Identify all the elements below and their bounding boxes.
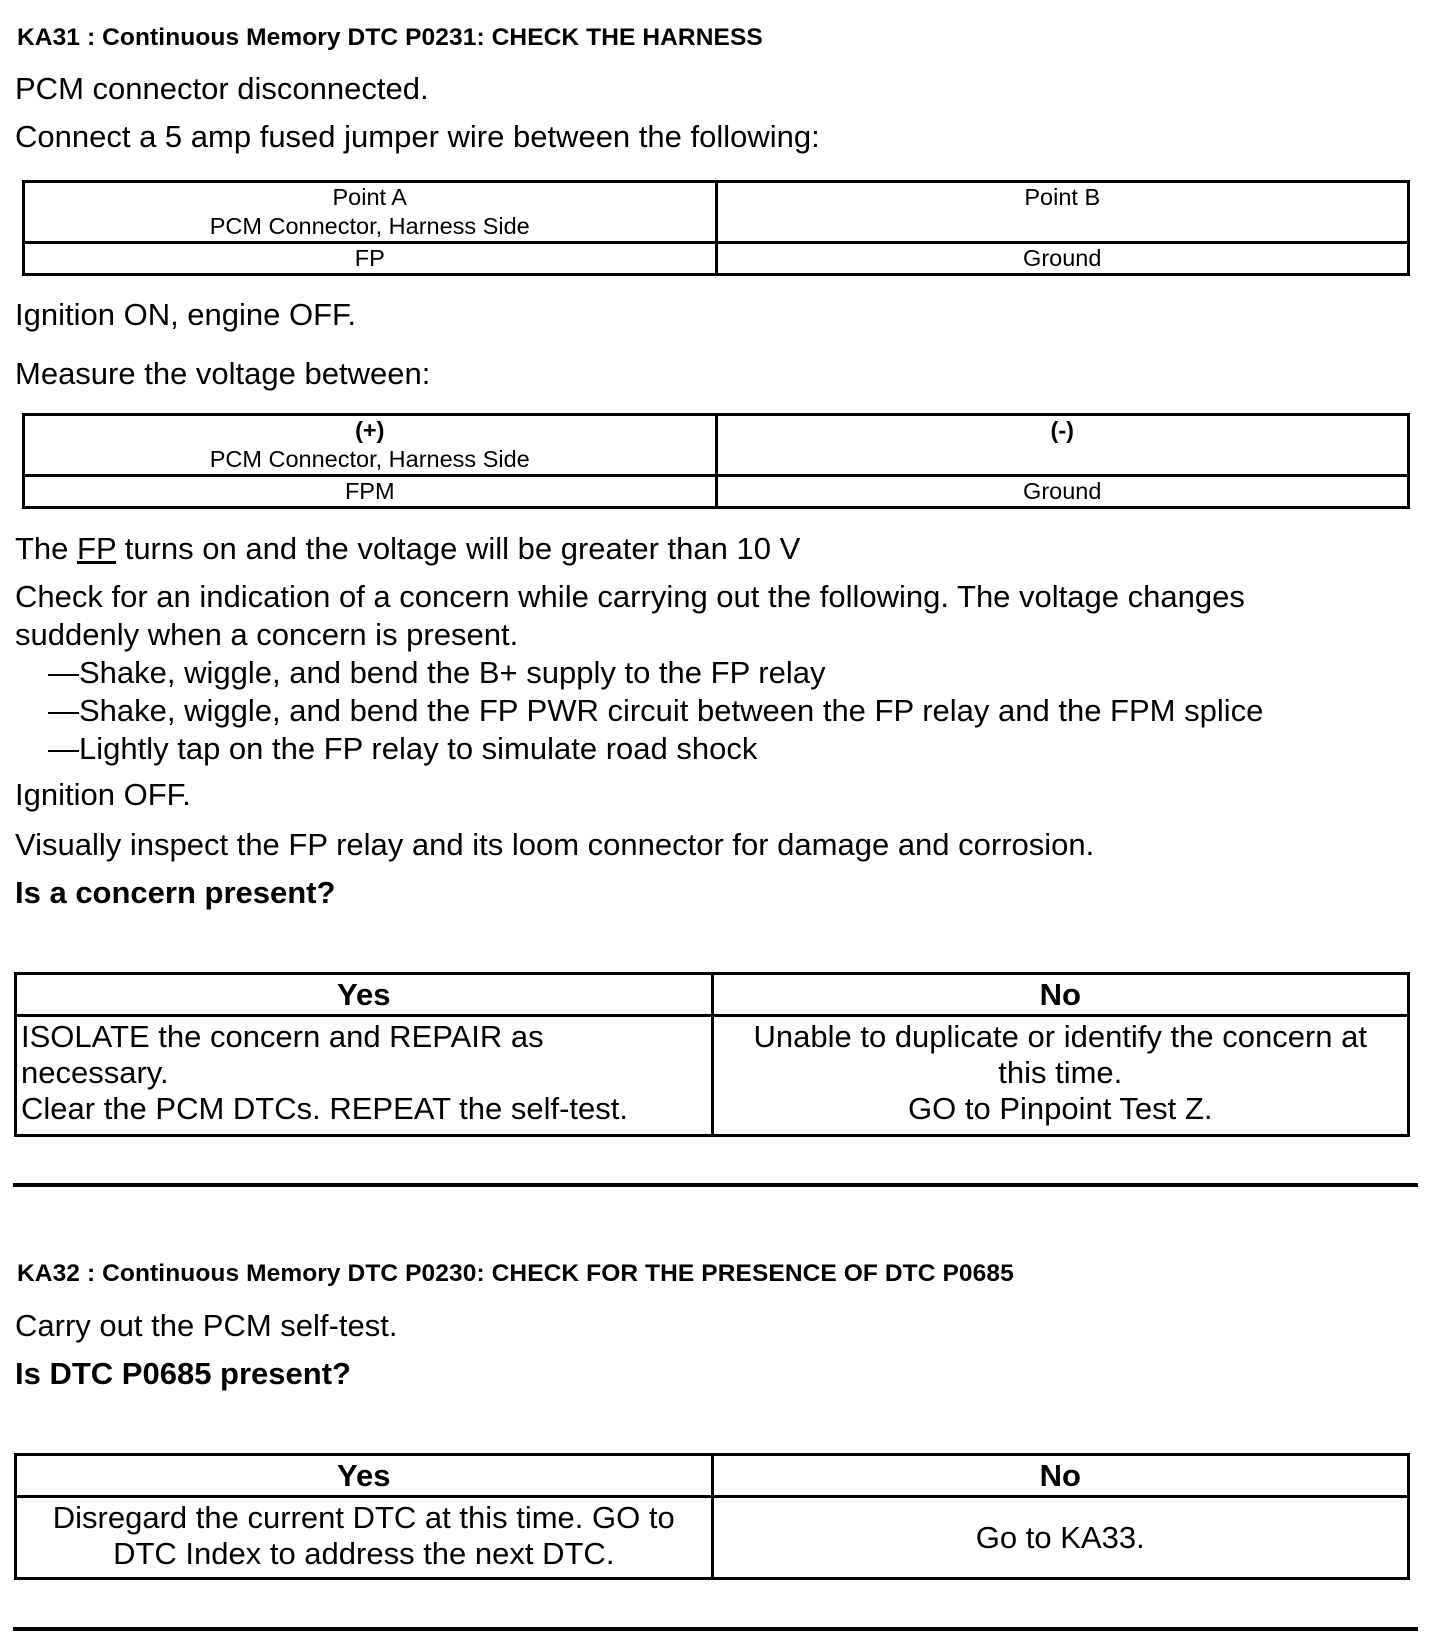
section-divider-2 — [13, 1627, 1418, 1631]
ka32-step-self-test: Carry out the PCM self-test. — [15, 1308, 398, 1343]
jumper-pinout-table — [22, 180, 1410, 276]
ka31-step-jumper: Connect a 5 amp fused jumper wire between the following: — [15, 119, 820, 154]
ka31-bullet-2: —Shake, wiggle, and bend the FP PWR circuit between the FP relay and the FPM splice — [48, 693, 1264, 728]
ka31-no-line-3: GO to Pinpoint Test Z. — [908, 1091, 1213, 1126]
ka32-yes-line-1: Disregard the current DTC at this time. GO to — [52, 1500, 675, 1535]
ka31-expected-result — [15, 530, 800, 567]
ka31-answer-table — [14, 972, 1410, 1137]
ka31-step-inspect: Visually inspect the FP relay and its loom connector for damage and corrosion. — [15, 827, 1095, 862]
voltage-pinout-table — [22, 413, 1410, 509]
voltage-col-a-header — [24, 415, 717, 476]
ka31-question: Is a concern present? — [15, 875, 336, 910]
ka31-yes-line-3: Clear the PCM DTCs. REPEAT the self-test. — [21, 1091, 628, 1126]
ka31-bullet-3: —Lightly tap on the FP relay to simulate road shock — [48, 731, 758, 766]
voltage-col-b-header — [716, 415, 1409, 476]
jumper-cell-a: FP — [24, 243, 717, 275]
ka31-yes-action — [16, 1016, 713, 1136]
ka32-no-action — [712, 1497, 1409, 1579]
ka31-check-line-1: Check for an indication of a concern while carrying out the following. The voltage changes — [15, 579, 1245, 614]
result-post: turns on and the voltage will be greater than 10 V — [116, 531, 801, 566]
voltage-cell-b: Ground — [716, 476, 1409, 508]
ka31-yes-header: Yes — [16, 974, 713, 1016]
jumper-cell-b: Ground — [716, 243, 1409, 275]
ka31-yes-line-1: ISOLATE the concern and REPAIR as — [21, 1019, 544, 1054]
jumper-col-b-title: Point B — [1024, 184, 1101, 210]
ka31-bullet-1: —Shake, wiggle, and bend the B+ supply to the FP relay — [48, 655, 826, 690]
ka32-yes-action — [16, 1497, 713, 1579]
jumper-col-a-title: Point A — [332, 184, 407, 210]
result-pre: The — [15, 531, 78, 566]
ka31-no-line-1: Unable to duplicate or identify the concern at — [753, 1019, 1367, 1054]
voltage-col-b-title: (-) — [1050, 417, 1074, 443]
ka32-answer-table — [14, 1453, 1410, 1580]
voltage-col-a-title: (+) — [355, 417, 385, 443]
ka31-no-action — [712, 1016, 1409, 1136]
ka32-question: Is DTC P0685 present? — [15, 1356, 351, 1391]
ka31-no-header: No — [712, 974, 1409, 1016]
ka31-step-ignition-on: Ignition ON, engine OFF. — [15, 297, 357, 332]
jumper-col-a-header — [24, 182, 717, 243]
ka31-step-measure: Measure the voltage between: — [15, 356, 431, 391]
jumper-col-b-header — [716, 182, 1409, 243]
ka32-no-line-1: Go to KA33. — [975, 1519, 1145, 1555]
ka31-check-line-2: suddenly when a concern is present. — [15, 617, 519, 652]
ka32-heading: KA32 : Continuous Memory DTC P0230: CHECK FOR THE PRESENCE OF DTC P0685 — [17, 1260, 1014, 1287]
ka31-yes-line-2: necessary. — [21, 1055, 169, 1090]
voltage-col-a-subtitle: PCM Connector, Harness Side — [209, 446, 530, 472]
ka31-step-connector: PCM connector disconnected. — [15, 71, 429, 106]
fp-link[interactable]: FP — [77, 531, 117, 566]
ka31-no-line-2: this time. — [998, 1055, 1123, 1090]
section-divider-1 — [13, 1183, 1418, 1187]
ka32-yes-line-2: DTC Index to address the next DTC. — [113, 1536, 615, 1571]
ka31-step-ignition-off: Ignition OFF. — [15, 777, 191, 812]
ka31-heading: KA31 : Continuous Memory DTC P0231: CHECK THE HARNESS — [17, 24, 763, 51]
jumper-col-a-subtitle: PCM Connector, Harness Side — [209, 213, 530, 239]
ka32-no-header: No — [712, 1455, 1409, 1497]
voltage-cell-a: FPM — [24, 476, 717, 508]
ka32-yes-header: Yes — [16, 1455, 713, 1497]
